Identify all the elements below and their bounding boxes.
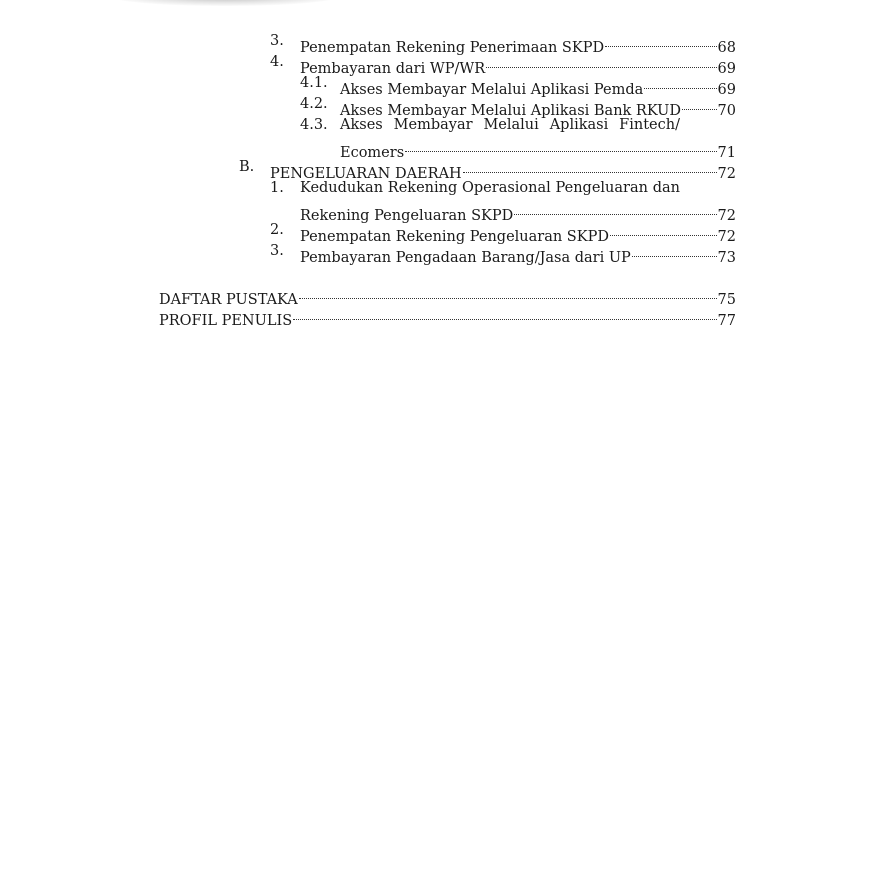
toc-entry-number: 3. bbox=[270, 33, 284, 49]
toc-entry[interactable] bbox=[0, 31, 879, 56]
toc-entry-continuation[interactable] bbox=[0, 199, 879, 224]
toc-entry-title bbox=[340, 115, 680, 136]
toc-entry-title: PROFIL PENULIS bbox=[159, 313, 293, 329]
toc-entry-page: 68 bbox=[717, 40, 736, 56]
toc-entry-title: Penempatan Rekening Penerimaan SKPD bbox=[300, 40, 605, 56]
toc-entry-title-continued: Rekening Pengeluaran SKPD bbox=[300, 208, 514, 224]
toc-entry[interactable] bbox=[0, 178, 879, 199]
toc-entry-number: 4. bbox=[270, 54, 284, 70]
toc-entry-page: 71 bbox=[717, 145, 736, 161]
toc-top-level-entry[interactable] bbox=[0, 304, 879, 329]
toc-title-word: Kedudukan bbox=[300, 180, 384, 196]
toc-leader-dots bbox=[299, 283, 717, 304]
toc-entry[interactable] bbox=[0, 220, 879, 245]
toc-entry-page: 69 bbox=[717, 61, 736, 77]
toc-entry[interactable] bbox=[0, 52, 879, 77]
toc-entry-page: 77 bbox=[717, 313, 736, 329]
toc-title-word: Aplikasi bbox=[549, 117, 609, 133]
toc-entry[interactable] bbox=[0, 241, 879, 266]
toc-title-word: Akses bbox=[340, 117, 383, 133]
toc-section-letter: B. bbox=[239, 159, 255, 175]
toc-title-word: Fintech/ bbox=[619, 117, 680, 133]
toc-leader-dots bbox=[514, 199, 716, 220]
toc-entry-title: DAFTAR PUSTAKA bbox=[159, 292, 298, 308]
toc-title-word: Operasional bbox=[462, 180, 551, 196]
toc-entry-page: 72 bbox=[717, 166, 736, 182]
toc-leader-dots bbox=[293, 304, 716, 325]
toc-entry-title: Penempatan Rekening Pengeluaran SKPD bbox=[300, 229, 609, 245]
toc-entry-title: PENGELUARAN DAERAH bbox=[270, 166, 462, 182]
toc-entry-number: 4.3. bbox=[300, 117, 328, 133]
toc-title-word: Membayar bbox=[393, 117, 473, 133]
toc-leader-dots bbox=[632, 241, 717, 262]
toc-entry-number: 4.1. bbox=[300, 75, 328, 91]
toc-entry-page: 69 bbox=[717, 82, 736, 98]
toc-leader-dots bbox=[463, 157, 717, 178]
toc-entry-title: Pembayaran dari WP/WR bbox=[300, 61, 486, 77]
toc-leader-dots bbox=[610, 220, 717, 241]
toc-leader-dots bbox=[405, 136, 716, 157]
toc-entry-title-continued: Ecomers bbox=[340, 145, 405, 161]
toc-entry-number: 4.2. bbox=[300, 96, 328, 112]
toc-leader-dots bbox=[486, 52, 716, 73]
toc-leader-dots bbox=[644, 73, 716, 94]
toc-entry-title: Pembayaran Pengadaan Barang/Jasa dari UP bbox=[300, 250, 631, 266]
toc-entry[interactable] bbox=[0, 94, 879, 119]
toc-entry-page: 75 bbox=[717, 292, 736, 308]
toc-entry-title: Akses Membayar Melalui Aplikasi Pemda bbox=[340, 82, 644, 98]
toc-title-word: Rekening bbox=[387, 180, 458, 196]
toc-entry[interactable] bbox=[0, 73, 879, 98]
toc-leader-dots bbox=[605, 31, 716, 52]
toc-entry-page: 70 bbox=[717, 103, 736, 119]
toc-entry-number: 3. bbox=[270, 243, 284, 259]
toc-entry-continuation[interactable] bbox=[0, 136, 879, 161]
toc-entry-number: 1. bbox=[270, 180, 284, 196]
toc-entry[interactable] bbox=[0, 115, 879, 136]
toc-entry-number: 2. bbox=[270, 222, 284, 238]
toc-leader-dots bbox=[682, 94, 717, 115]
toc-section-entry[interactable] bbox=[0, 157, 879, 182]
toc-entry-title bbox=[300, 178, 680, 199]
toc-entry-title: Akses Membayar Melalui Aplikasi Bank RKUD bbox=[340, 103, 682, 119]
toc-entry-page: 73 bbox=[717, 250, 736, 266]
toc-title-word: Pengeluaran bbox=[555, 180, 648, 196]
toc-title-word: Melalui bbox=[483, 117, 539, 133]
toc-top-level-entry[interactable] bbox=[0, 283, 879, 308]
toc-entry-page: 72 bbox=[717, 208, 736, 224]
toc-entry-page: 72 bbox=[717, 229, 736, 245]
toc-title-word: dan bbox=[652, 180, 680, 196]
